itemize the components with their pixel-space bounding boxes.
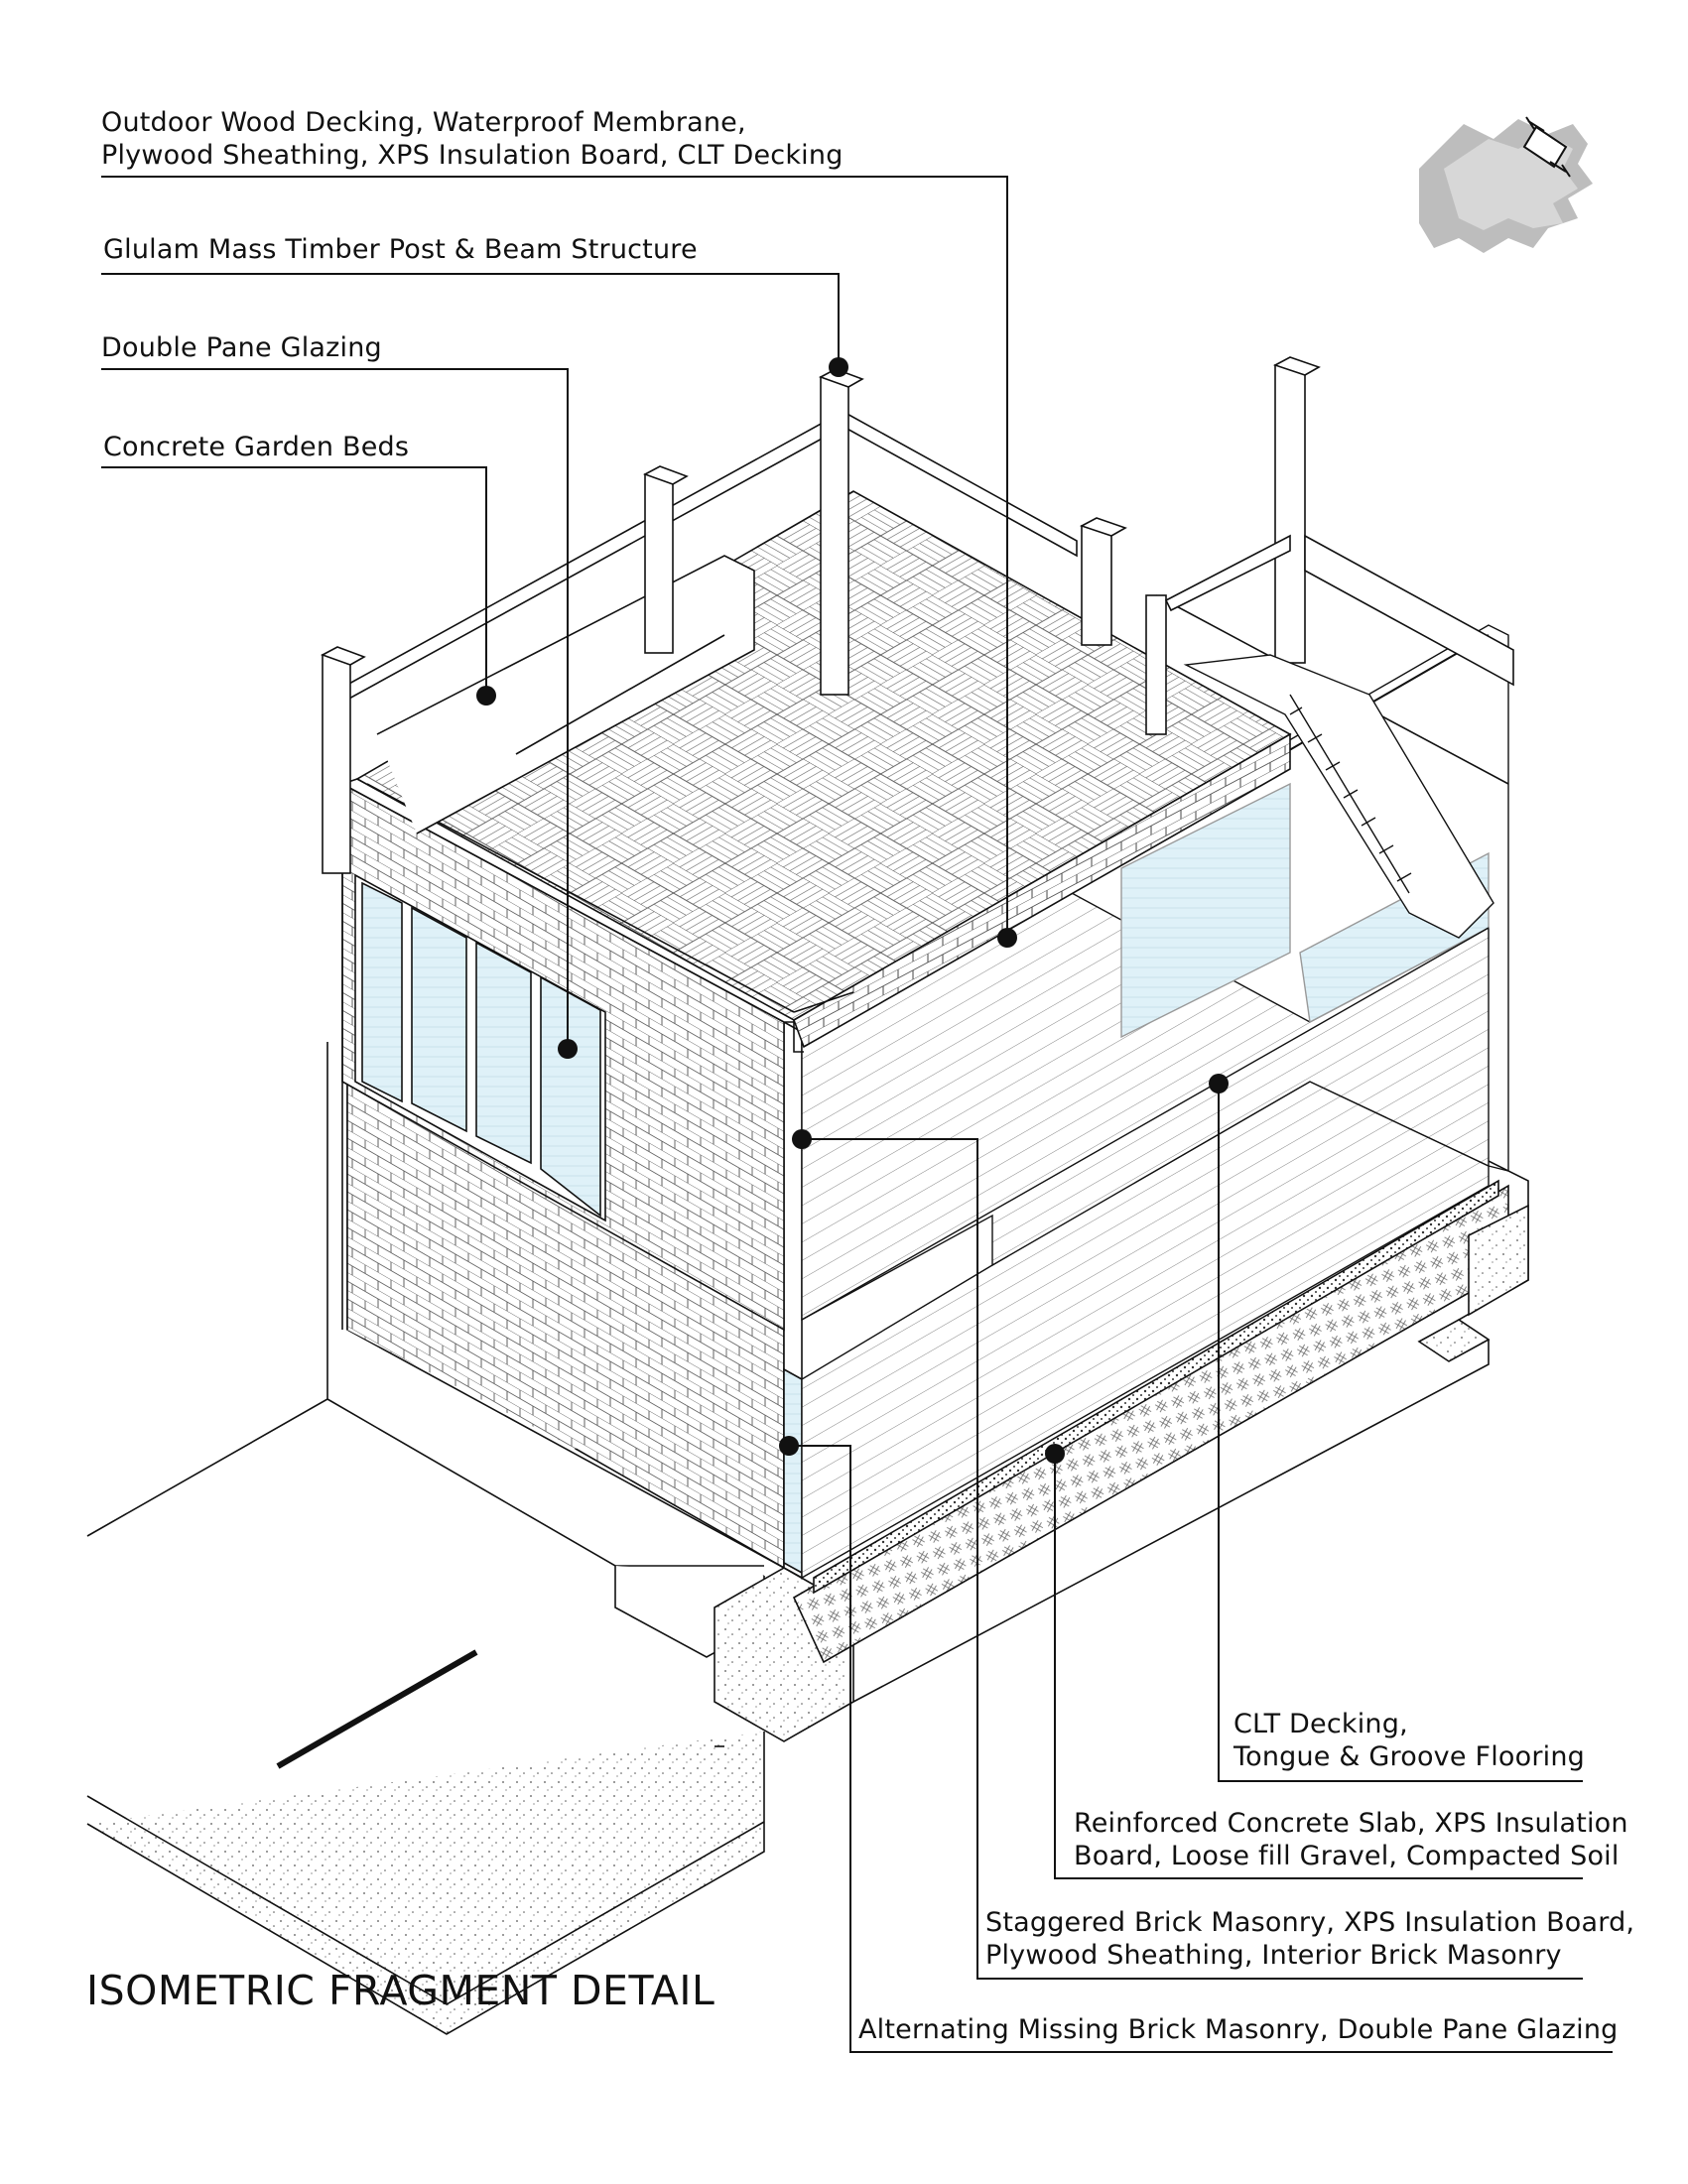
dot-brick	[792, 1129, 812, 1149]
label-slab-line2: Board, Loose fill Gravel, Compacted Soil	[1074, 1841, 1620, 1871]
dot-glulam	[829, 357, 848, 377]
label-glulam: Glulam Mass Timber Post & Beam Structure	[103, 234, 698, 265]
dot-slab	[1045, 1444, 1065, 1464]
drawing-title: ISOMETRIC FRAGMENT DETAIL	[86, 1967, 715, 2014]
label-slab	[1074, 1807, 1628, 1872]
label-roof-line2: Plywood Sheathing, XPS Insulation Board, CLT Decking	[101, 140, 844, 171]
label-roof	[101, 106, 844, 172]
label-brick-line1: Staggered Brick Masonry, XPS Insulation Board,	[985, 1907, 1635, 1938]
dot-garden	[476, 686, 496, 706]
dot-glazing	[558, 1039, 578, 1059]
label-garden: Concrete Garden Beds	[103, 432, 410, 462]
label-brick-line2: Plywood Sheathing, Interior Brick Masonry	[985, 1940, 1562, 1971]
label-alt: Alternating Missing Brick Masonry, Double Pane Glazing	[858, 2014, 1619, 2045]
dot-alt	[779, 1436, 799, 1456]
dot-roof	[997, 928, 1017, 948]
label-clt	[1234, 1708, 1585, 1773]
label-slab-line1: Reinforced Concrete Slab, XPS Insulation	[1074, 1808, 1628, 1839]
label-brick	[985, 1906, 1634, 1972]
label-clt-line1: CLT Decking,	[1234, 1709, 1408, 1739]
leader-garden	[101, 467, 486, 695]
label-glazing: Double Pane Glazing	[101, 332, 382, 363]
label-clt-line2: Tongue & Groove Flooring	[1234, 1741, 1585, 1772]
label-roof-line1: Outdoor Wood Decking, Waterproof Membrane,	[101, 107, 746, 138]
site-map-north-icon	[1419, 117, 1593, 253]
dot-clt	[1209, 1074, 1229, 1093]
